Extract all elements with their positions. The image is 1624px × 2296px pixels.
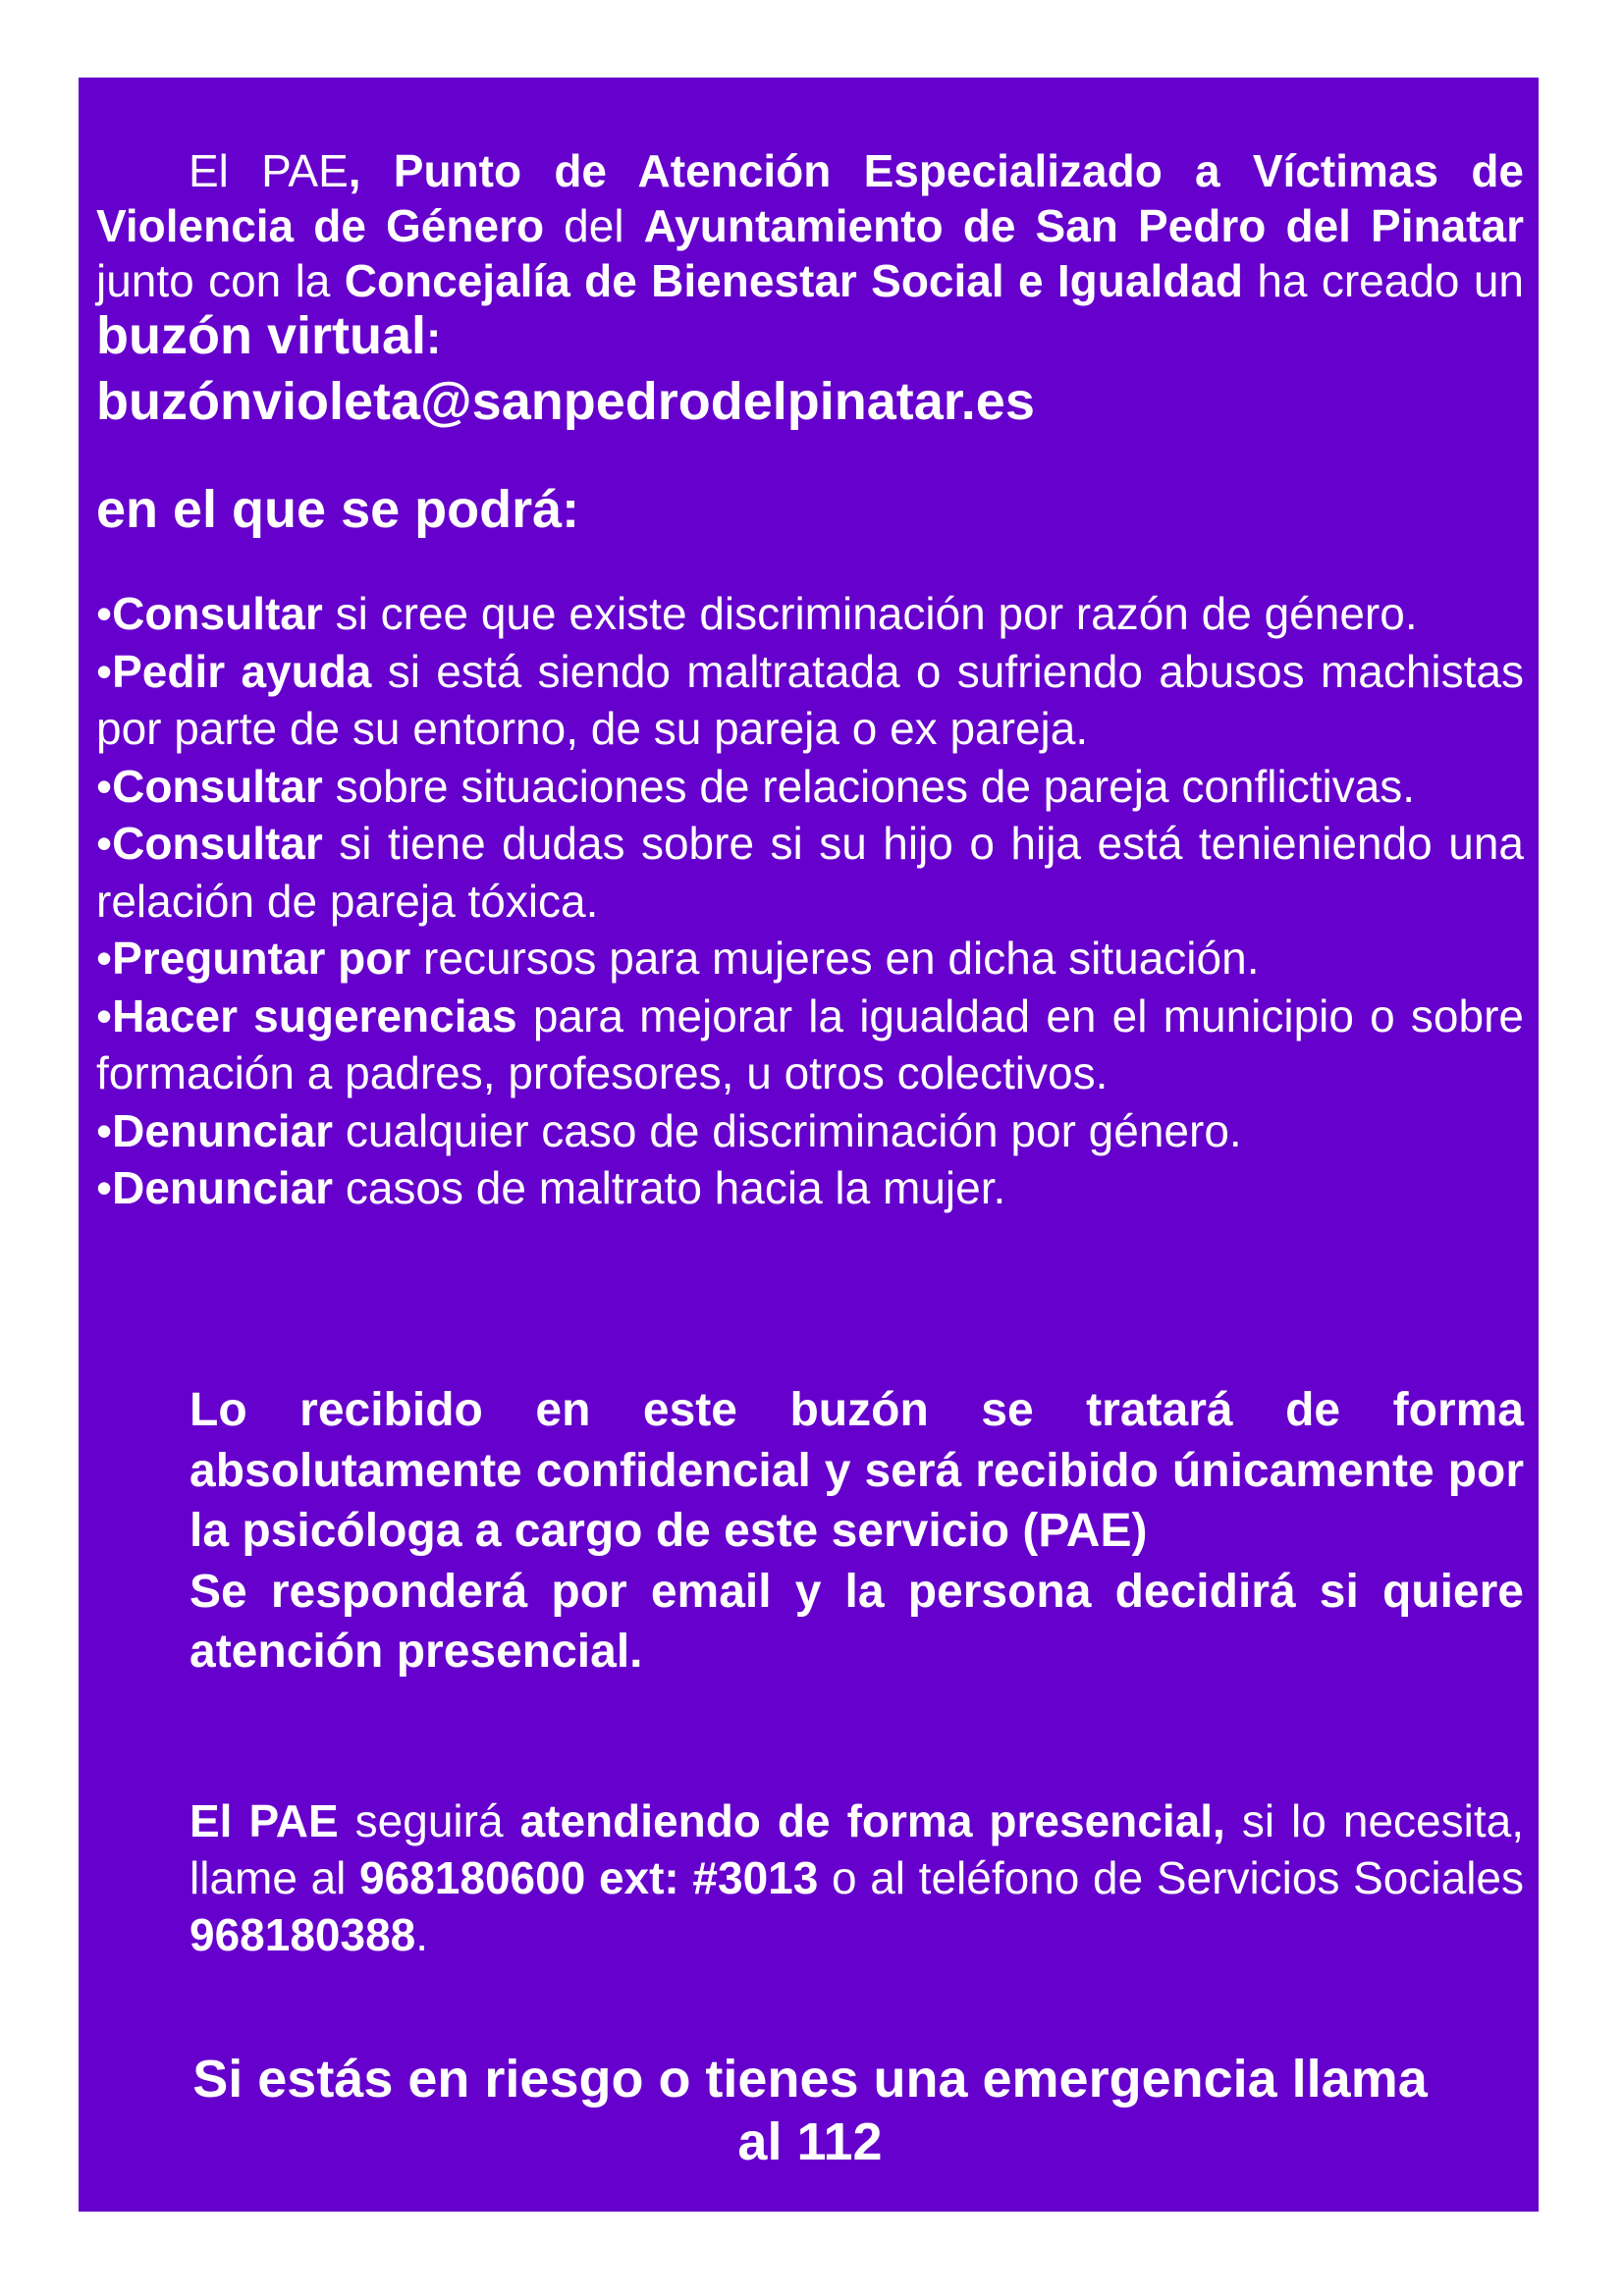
intro-buzon-virtual: buzón virtual: [96, 306, 426, 365]
list-item: [96, 988, 1524, 1102]
bullet: •: [96, 1162, 113, 1213]
confidentiality-notice: [189, 1380, 1524, 1682]
list-item-action: Denunciar: [112, 1162, 334, 1213]
list-item-action: Pedir ayuda: [112, 645, 372, 697]
emergency-line-1: Si estás en riesgo o tienes una emergencia llama: [192, 2050, 1428, 2109]
list-item-text: si tiene dudas sobre si su hijo o hija está tenieniendo una relación de pareja tóxica.: [96, 818, 1524, 927]
list-item: [96, 758, 1524, 816]
emergency-line-2: al 112: [737, 2112, 883, 2171]
bullet: •: [96, 760, 113, 812]
list-item-text: si cree que existe discriminación por razón de género.: [322, 588, 1418, 639]
list-item-text: sobre situaciones de relaciones de pareja conflictivas.: [322, 760, 1416, 812]
bullet: •: [96, 1104, 113, 1156]
bullet: •: [96, 645, 113, 697]
bullet: •: [96, 818, 113, 869]
pae-label: El PAE: [189, 1795, 339, 1846]
options-list: [96, 585, 1524, 1217]
list-item: [96, 815, 1524, 930]
intro-paragraph: [96, 143, 1524, 365]
list-item: [96, 1102, 1524, 1160]
intro-del: del: [544, 200, 644, 251]
content-panel: [79, 78, 1539, 2212]
list-item-action: Preguntar por: [112, 933, 411, 984]
response-text: Se responderá por email y la persona decidirá si quiere atención presencial.: [189, 1565, 1524, 1678]
pae-contact-paragraph: [189, 1792, 1524, 1963]
list-item-action: Denunciar: [112, 1104, 334, 1156]
intro-creado: ha creado un: [1243, 255, 1524, 306]
bullet: •: [96, 588, 113, 639]
list-item: [96, 1159, 1524, 1217]
intro-concejalia: Concejalía de Bienestar Social e Igualdad: [344, 255, 1244, 306]
pae-period: .: [415, 1909, 429, 1960]
intro-junto: junto con la: [96, 255, 345, 306]
list-item-action: Hacer sugerencias: [112, 989, 517, 1041]
list-item-text: si está siendo maltratada o sufriendo abusos machistas por parte de su entorno, de su pareja o ex pareja.: [96, 645, 1524, 754]
pae-text: si lo necesita, llame al: [189, 1795, 1524, 1903]
list-item-text: para mejorar la igualdad en el municipio o sobre formación a padres, profesores, u otros colectivos.: [96, 989, 1524, 1098]
list-item: [96, 585, 1524, 643]
intro-pae: El PAE: [189, 145, 349, 196]
intro-colon: :: [426, 312, 442, 363]
list-item-action: Consultar: [112, 818, 323, 869]
list-item-text: cualquier caso de discriminación por género.: [333, 1104, 1242, 1156]
pae-presencial: atendiendo de forma presencial,: [519, 1795, 1225, 1846]
intro-pae-name: , Punto de Atención Especializado a Víctimas de Violencia de Género: [96, 145, 1524, 251]
intro-ayuntamiento: Ayuntamiento de San Pedro del Pinatar: [643, 200, 1524, 251]
mailbox-email[interactable]: buzónvioleta@sanpedrodelpinatar.es: [96, 372, 1035, 431]
pae-phone[interactable]: 968180600 ext: #3013: [359, 1852, 819, 1903]
list-item: [96, 643, 1524, 758]
list-item-text: casos de maltrato hacia la mujer.: [333, 1162, 1006, 1213]
list-item-action: Consultar: [112, 588, 323, 639]
list-lead: en el que se podrá:: [96, 480, 580, 539]
list-item: [96, 930, 1524, 988]
confidentiality-text: Lo recibido en este buzón se tratará de forma absolutamente confidencial y será recibido únicamente por la psicóloga a cargo de este servicio (PAE): [189, 1384, 1524, 1557]
list-item-action: Consultar: [112, 760, 323, 812]
pae-text: o al teléfono de Servicios Sociales: [818, 1852, 1524, 1903]
social-services-phone[interactable]: 968180388: [189, 1909, 416, 1960]
bullet: •: [96, 989, 113, 1041]
bullet: •: [96, 933, 113, 984]
pae-text: seguirá: [338, 1795, 520, 1846]
list-item-text: recursos para mujeres en dicha situación.: [410, 933, 1260, 984]
emergency-notice: [96, 2048, 1524, 2173]
